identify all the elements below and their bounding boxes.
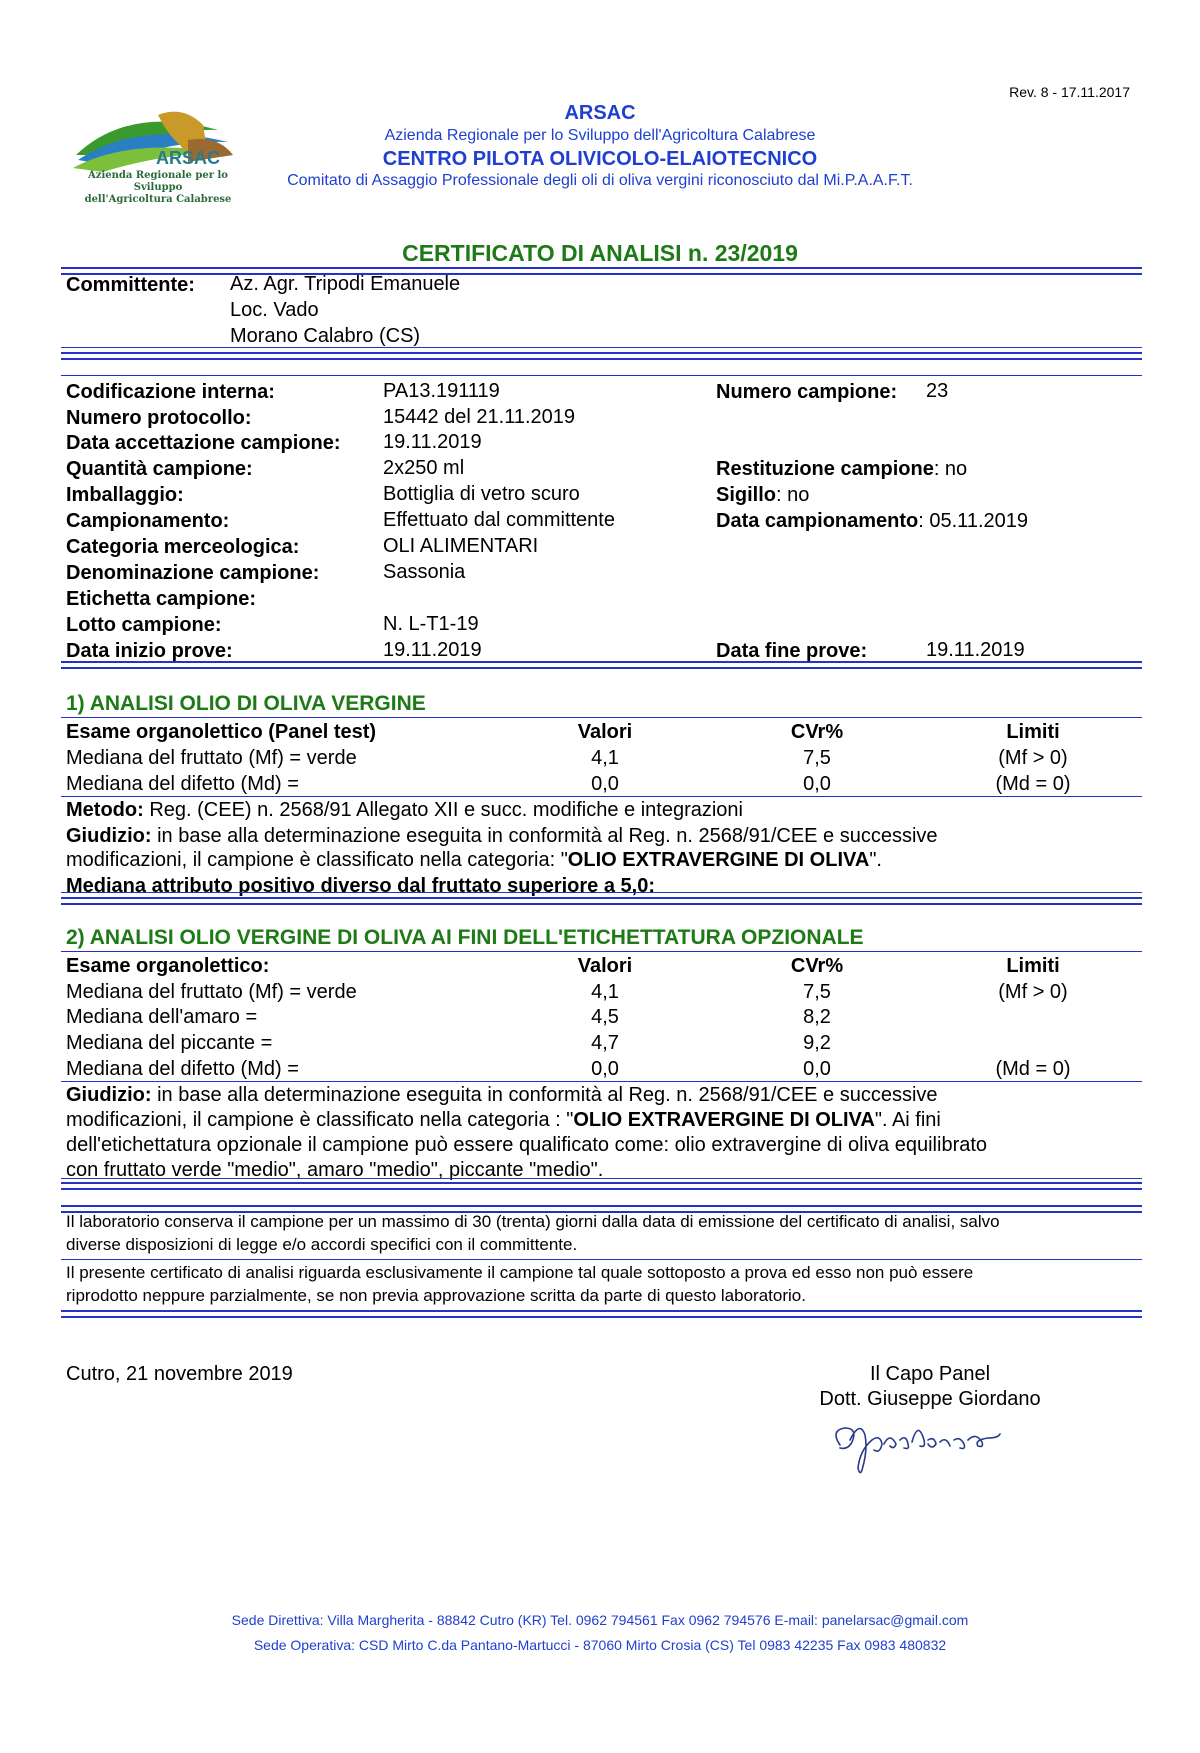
section2-bottom-underline	[61, 1178, 1142, 1179]
protocollo-label: Numero protocollo:	[66, 407, 252, 429]
section2-row1-value: 4,1	[591, 981, 619, 1003]
section1-heading: 1) ANALISI OLIO DI OLIVA VERGINE	[66, 692, 426, 715]
signatory-role: Il Capo Panel	[869, 1363, 991, 1385]
data-campionamento-label: Data campionamento	[716, 510, 919, 532]
committente-underline	[61, 347, 1142, 348]
section1-col-valori: Valori	[577, 721, 633, 743]
denominazione-value: Sassonia	[383, 561, 466, 583]
org-full: Azienda Regionale per lo Sviluppo dell'Agricoltura Calabrese	[384, 127, 816, 144]
section2-table-rule	[61, 1081, 1142, 1082]
footer-line1: Sede Direttiva: Villa Margherita - 88842 Cutro (KR) Tel. 0962 794561 Fax 0962 794576 E-mail: panelarsac@gmail.com	[231, 1612, 969, 1628]
data-campionamento-row	[716, 509, 1028, 533]
section2-row2-cvr: 8,2	[803, 1006, 831, 1028]
section2-row2-value: 4,5	[591, 1006, 619, 1028]
section2-row3-cvr: 9,2	[803, 1032, 831, 1054]
numero-campione-label: Numero campione:	[716, 381, 898, 403]
categoria-label: Categoria merceologica:	[66, 536, 300, 558]
metodo-label: Metodo:	[66, 799, 144, 821]
section2-row1-cvr: 7,5	[803, 981, 831, 1003]
section2-row4-cvr: 0,0	[803, 1058, 831, 1080]
section2-rule	[61, 1182, 1142, 1190]
giudizio2-label: Giudizio:	[66, 1084, 152, 1106]
notes-mid-rule	[61, 1259, 1142, 1260]
sigillo-value: : no	[776, 484, 810, 506]
section2-row3-label: Mediana del piccante =	[66, 1032, 273, 1054]
section1-giudizio-line1	[66, 824, 938, 848]
inizio-value: 19.11.2019	[383, 639, 482, 661]
section2-row4-label: Mediana del difetto (Md) =	[66, 1058, 299, 1080]
section1-row1-cvr: 7,5	[803, 747, 831, 769]
section1-heading-rule	[61, 717, 1142, 718]
giudizio1-text2c: ".	[869, 849, 882, 871]
quantita-value: 2x250 ml	[383, 457, 465, 479]
section1-col-exam: Esame organolettico (Panel test)	[66, 721, 377, 743]
giudizio1-category: OLIO EXTRAVERGINE DI OLIVA	[567, 849, 870, 871]
campionamento-value: Effettuato dal committente	[383, 509, 615, 531]
giudizio2-text2c: ". Ai fini	[874, 1109, 941, 1131]
section2-giudizio-line1	[66, 1083, 938, 1107]
section1-bottom-underline	[61, 892, 1142, 893]
giudizio1-text1: in base alla determinazione eseguita in conformità al Reg. n. 2568/91/CEE e successive	[151, 825, 938, 847]
committente-rule	[61, 352, 1142, 360]
restituzione-label: Restituzione campione	[716, 458, 934, 480]
committente-line-3: Morano Calabro (CS)	[230, 325, 421, 347]
section1-giudizio-line2	[66, 848, 882, 872]
notes-bottom-rule	[61, 1310, 1142, 1318]
numero-campione-value: 23	[926, 380, 949, 402]
section1-row1-label: Mediana del fruttato (Mf) = verde	[66, 747, 357, 769]
committente-line-1: Az. Agr. Tripodi Emanuele	[230, 273, 461, 295]
section2-col-exam: Esame organolettico:	[66, 955, 270, 977]
section1-row2-label: Mediana del difetto (Md) =	[66, 773, 299, 795]
metodo-text: Reg. (CEE) n. 2568/91 Allegato XII e succ. modifiche e integrazioni	[143, 799, 743, 821]
lotto-value: N. L-T1-19	[383, 613, 479, 635]
accettazione-value: 19.11.2019	[383, 431, 482, 453]
section2-row4-value: 0,0	[591, 1058, 619, 1080]
accettazione-label: Data accettazione campione:	[66, 432, 341, 454]
section1-mediana-attributo: Mediana attributo positivo diverso dal fruttato superiore a 5,0:	[66, 875, 655, 897]
sigillo-label: Sigillo	[716, 484, 776, 506]
imballaggio-value: Bottiglia di vetro scuro	[383, 483, 580, 505]
codifica-label: Codificazione interna:	[66, 381, 275, 403]
etichetta-label: Etichetta campione:	[66, 588, 257, 610]
giudizio2-text1: in base alla determinazione eseguita in conformità al Reg. n. 2568/91/CEE e successive	[151, 1084, 938, 1106]
section2-row4-limit: (Md = 0)	[995, 1058, 1071, 1080]
committee-text: Comitato di Assaggio Professionale degli oli di oliva vergini riconosciuto dal Mi.P.A.A.F.T.	[287, 172, 913, 189]
fine-value: 19.11.2019	[926, 639, 1025, 661]
protocollo-value: 15442 del 21.11.2019	[383, 406, 576, 428]
restituzione-value: : no	[933, 458, 968, 480]
denominazione-label: Denominazione campione:	[66, 562, 320, 584]
sigillo-row	[716, 483, 809, 507]
signature-graphic	[820, 1410, 1020, 1480]
section1-table-rule	[61, 796, 1142, 797]
committente-label: Committente:	[66, 274, 195, 296]
inizio-label: Data inizio prove:	[66, 640, 233, 662]
section2-row3-value: 4,7	[591, 1032, 619, 1054]
codifica-value: PA13.191119	[383, 380, 500, 402]
section1-col-cvr: CVr%	[790, 721, 844, 743]
section1-row2-value: 0,0	[591, 773, 619, 795]
section1-row1-limit: (Mf > 0)	[998, 747, 1068, 769]
org-short: ARSAC	[564, 102, 636, 124]
footer-line2: Sede Operativa: CSD Mirto C.da Pantano-Martucci - 87060 Mirto Crosia (CS) Tel 0983 42235 Fax 0983 480832	[253, 1637, 947, 1653]
section2-row1-limit: (Mf > 0)	[998, 981, 1068, 1003]
restituzione-row	[716, 457, 967, 481]
section2-col-limiti: Limiti	[1006, 955, 1060, 977]
logo-sub2: dell'Agricoltura Calabrese	[84, 194, 232, 205]
section1-rule	[61, 897, 1142, 905]
giudizio2-text2a: modificazioni, il campione è classificato nella categoria : "	[66, 1109, 574, 1131]
section1-row2-cvr: 0,0	[803, 773, 831, 795]
section2-col-cvr: CVr%	[790, 955, 844, 977]
giudizio2-category: OLIO EXTRAVERGINE DI OLIVA	[573, 1109, 875, 1131]
info-top-rule	[61, 375, 1142, 376]
giudizio1-label: Giudizio:	[66, 825, 152, 847]
note2-line2: riprodotto neppure parzialmente, se non previa approvazione scritta da parte di questo laboratorio.	[66, 1286, 806, 1305]
section1-col-limiti: Limiti	[1006, 721, 1060, 743]
categoria-value: OLI ALIMENTARI	[383, 535, 539, 557]
place-date: Cutro, 21 novembre 2019	[66, 1363, 293, 1385]
section1-row2-limit: (Md = 0)	[995, 773, 1071, 795]
section2-giudizio-line3: dell'etichettatura opzionale il campione può essere qualificato come: olio extravergine di oliva equilibrato	[66, 1134, 988, 1156]
section2-heading-rule	[61, 951, 1142, 952]
note1-line1: Il laboratorio conserva il campione per un massimo di 30 (trenta) giorni dalla data di emissione del certificato di analisi, salvo	[66, 1212, 1000, 1231]
section2-giudizio-line4: con fruttato verde "medio", amaro "medio", piccante "medio".	[66, 1159, 604, 1181]
info-rule	[61, 661, 1142, 669]
data-campionamento-value: : 05.11.2019	[918, 510, 1028, 532]
lotto-label: Lotto campione:	[66, 614, 222, 636]
section2-row1-label: Mediana del fruttato (Mf) = verde	[66, 981, 357, 1003]
logo-sub1: Azienda Regionale per lo Sviluppo	[88, 170, 228, 193]
title-rule	[61, 267, 1142, 275]
section1-row1-value: 4,1	[591, 747, 619, 769]
committente-line-2: Loc. Vado	[230, 299, 319, 321]
quantita-label: Quantità campione:	[66, 458, 253, 480]
signatory-name: Dott. Giuseppe Giordano	[819, 1388, 1041, 1410]
section2-heading: 2) ANALISI OLIO VERGINE DI OLIVA AI FINI DELL'ETICHETTATURA OPZIONALE	[66, 926, 864, 949]
fine-label: Data fine prove:	[716, 640, 868, 662]
section1-metodo	[66, 798, 743, 822]
section2-row2-label: Mediana dell'amaro =	[66, 1006, 258, 1028]
logo-text: ARSAC	[156, 148, 221, 168]
certificate-title: CERTIFICATO DI ANALISI n. 23/2019	[402, 240, 798, 266]
handwritten-signature	[820, 1410, 1020, 1485]
section2-giudizio-line2	[66, 1108, 941, 1132]
revision-label: Rev. 8 - 17.11.2017	[1009, 84, 1130, 100]
giudizio1-text2a: modificazioni, il campione è classificato nella categoria: "	[66, 849, 568, 871]
center-name: CENTRO PILOTA OLIVICOLO-ELAIOTECNICO	[382, 148, 818, 170]
note1-line2: diverse disposizioni di legge e/o accordi specifici con il committente.	[66, 1235, 578, 1254]
campionamento-label: Campionamento:	[66, 510, 230, 532]
imballaggio-label: Imballaggio:	[66, 484, 184, 506]
section2-col-valori: Valori	[577, 955, 633, 977]
note2-line1: Il presente certificato di analisi riguarda esclusivamente il campione tal quale sottoposto a prova ed esso non può essere	[66, 1263, 974, 1282]
